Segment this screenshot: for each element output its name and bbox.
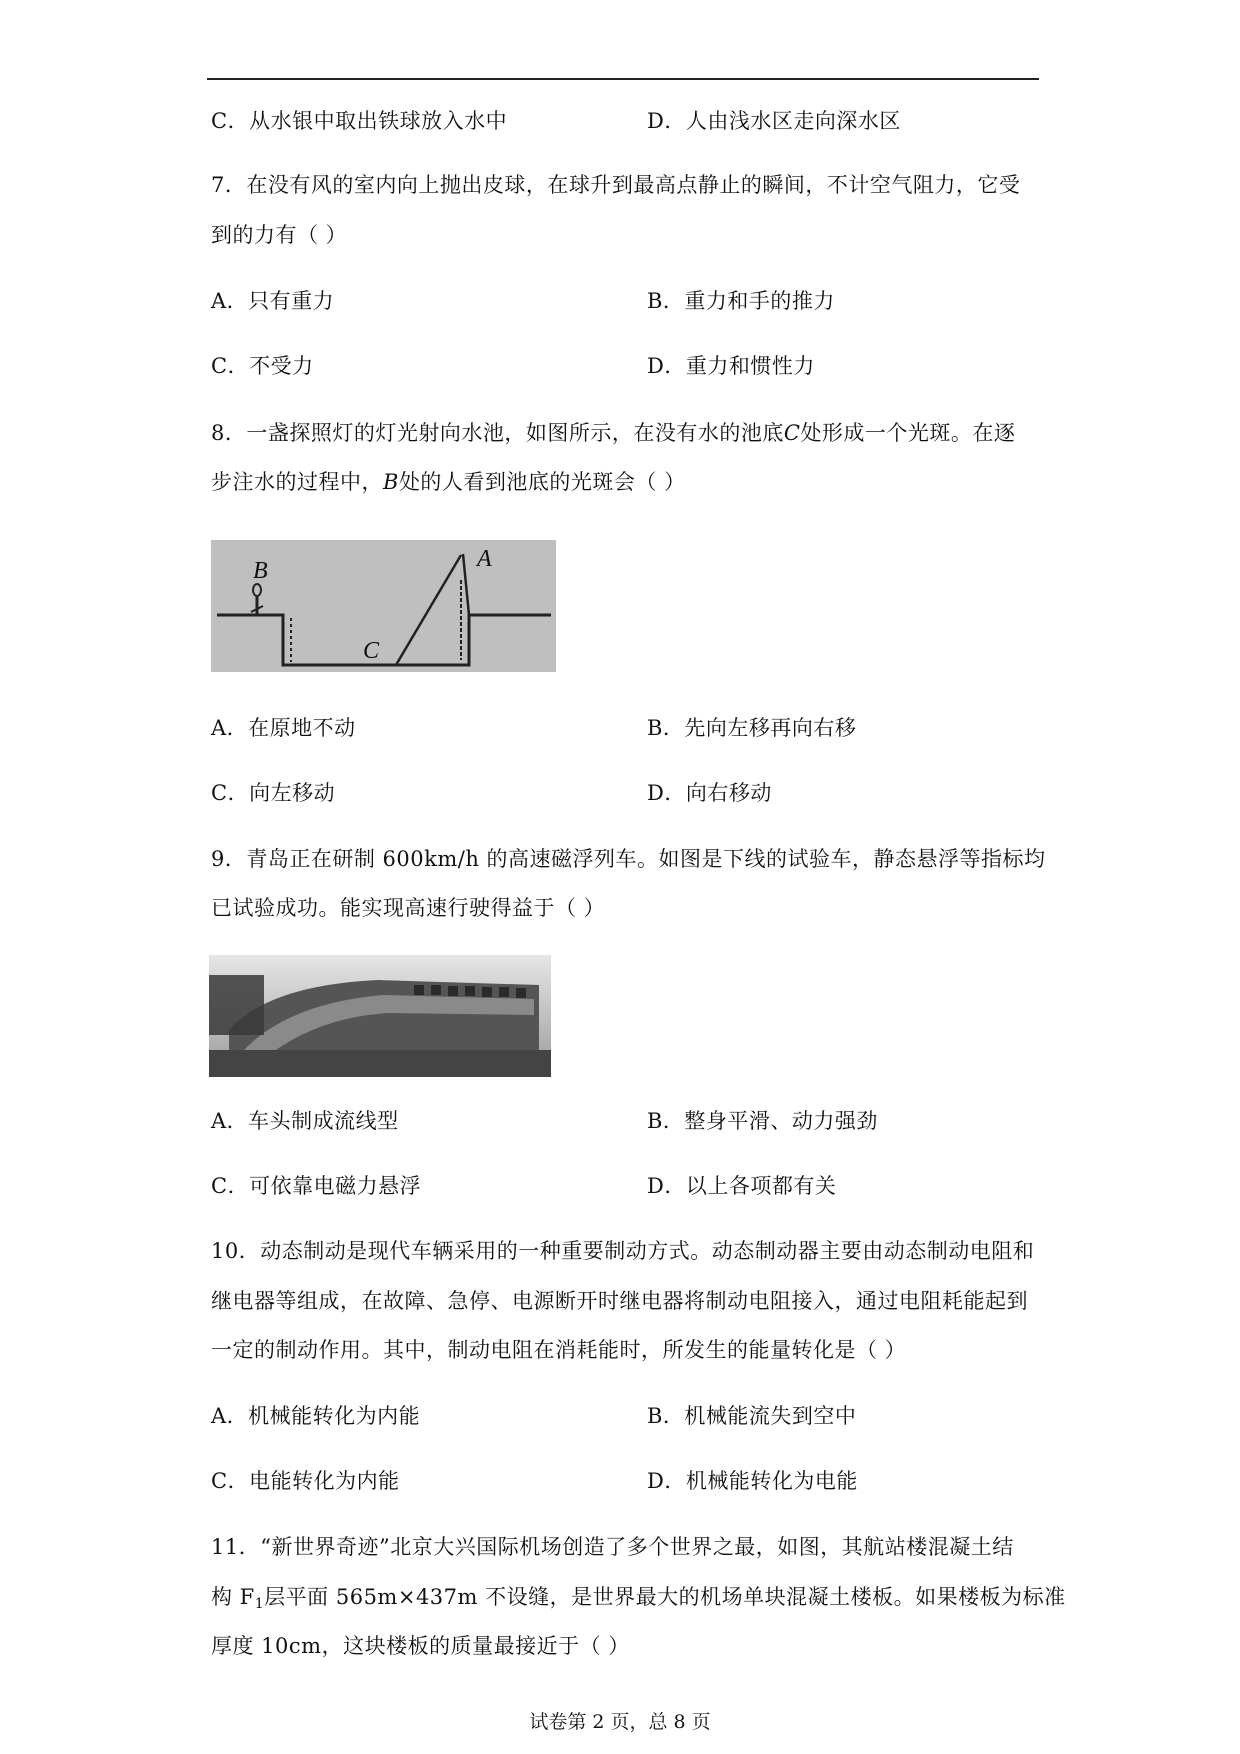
q10-option-a: A．机械能转化为内能 [211, 1404, 421, 1428]
q11-stem-line1: 11．“新世界奇迹”北京大兴国际机场创造了多个世界之最，如图，其航站楼混凝土结 [211, 1535, 1014, 1559]
q11-text: 构 F [211, 1585, 255, 1609]
q6-option-c: C．从水银中取出铁球放入水中 [211, 109, 508, 133]
label-b: B [253, 558, 268, 584]
q9-option-d: D．以上各项都有关 [647, 1174, 837, 1198]
q9-option-c: C．可依靠电磁力悬浮 [211, 1174, 422, 1198]
page-footer: 试卷第 2 页，总 8 页 [529, 1711, 711, 1733]
maglev-train-photo [209, 955, 551, 1077]
q7-stem-line1: 7．在没有风的室内向上抛出皮球，在球升到最高点静止的瞬间，不计空气阻力，它受 [211, 173, 1021, 197]
label-c: C [363, 638, 380, 664]
q10-stem-line2: 继电器等组成，在故障、急停、电源断开时继电器将制动电阻接入，通过电阻耗能起到 [211, 1289, 1028, 1313]
q8-text: 8．一盏探照灯的灯光射向水池，如图所示，在没有水的池底 [211, 421, 784, 445]
q8-var-b: B [383, 470, 399, 494]
q10-option-c: C．电能转化为内能 [211, 1469, 400, 1493]
q11-stem-line2 [211, 1582, 1066, 1619]
q8-text: 处的人看到池底的光斑会（ ） [398, 470, 686, 494]
q11-subscript: 1 [254, 1596, 265, 1612]
q10-option-d: D．机械能转化为电能 [647, 1469, 858, 1493]
label-a: A [477, 546, 492, 572]
q8-text: 处形成一个光斑。在逐 [800, 421, 1016, 445]
q8-option-a: A．在原地不动 [211, 716, 356, 740]
header-rule [207, 78, 1039, 80]
q8-stem-line1 [211, 418, 1015, 448]
q8-stem-line2 [211, 467, 686, 497]
q7-option-a: A．只有重力 [211, 289, 335, 313]
q10-stem-line1: 10．动态制动是现代车辆采用的一种重要制动方式。动态制动器主要由动态制动电阻和 [211, 1239, 1035, 1263]
q11-text: 层平面 565m×437m 不设缝，是世界最大的机场单块混凝土楼板。如果楼板为标准 [264, 1585, 1066, 1609]
q9-stem-line2: 已试验成功。能实现高速行驶得益于（ ） [211, 896, 606, 920]
q10-stem-line3: 一定的制动作用。其中，制动电阻在消耗能时，所发生的能量转化是（ ） [211, 1338, 907, 1362]
q10-option-b: B．机械能流失到空中 [647, 1404, 857, 1428]
guideway [209, 1050, 551, 1077]
q8-option-d: D．向右移动 [647, 781, 772, 805]
q8-option-c: C．向左移动 [211, 781, 336, 805]
q9-option-a: A．车头制成流线型 [211, 1109, 399, 1133]
q8-text: 步注水的过程中， [211, 470, 383, 494]
q8-option-b: B．先向左移再向右移 [647, 716, 857, 740]
q11-stem-line3: 厚度 10cm，这块楼板的质量最接近于（ ） [211, 1634, 630, 1658]
q8-var-c: C [783, 421, 801, 445]
q6-option-d: D．人由浅水区走向深水区 [647, 109, 901, 133]
background-structure [209, 975, 264, 1035]
q7-option-d: D．重力和惯性力 [647, 354, 815, 378]
q9-stem-line1: 9．青岛正在研制 600km/h 的高速磁浮列车。如图是下线的试验车，静态悬浮等指标均 [211, 847, 1046, 871]
q7-option-b: B．重力和手的推力 [647, 289, 835, 313]
pool-figure [211, 540, 556, 672]
q9-option-b: B．整身平滑、动力强劲 [647, 1109, 878, 1133]
q7-option-c: C．不受力 [211, 354, 314, 378]
q7-stem-line2: 到的力有（ ） [211, 223, 348, 247]
